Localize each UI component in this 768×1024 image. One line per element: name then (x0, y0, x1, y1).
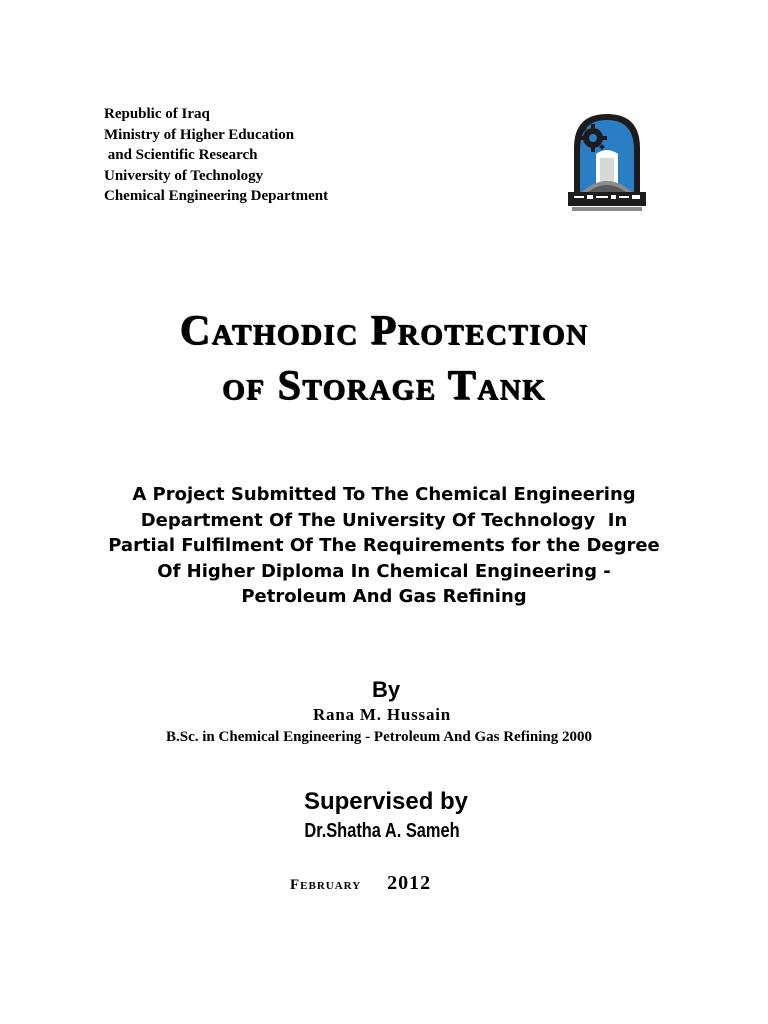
supervisor-name: Dr.Shatha A. Sameh (304, 820, 460, 842)
statement-line-4: Of Higher Diploma In Chemical Engineering - (157, 560, 611, 582)
author-degree: B.Sc. in Chemical Engineering - Petroleum And Gas Refining 2000 (166, 729, 592, 745)
title-line-1: Cathodic Protection (179, 308, 589, 354)
title-line-2: of Storage Tank (222, 363, 546, 409)
institution-header (104, 104, 434, 207)
author-name: Rana M. Hussain (312, 705, 452, 724)
by-label: By (371, 677, 401, 702)
university-logo (566, 108, 648, 212)
submission-date (290, 872, 490, 895)
header-department: Chemical Engineering Department (104, 188, 329, 204)
statement-line-3: Partial Fulfilment Of The Requirements for the Degree (108, 535, 660, 556)
document-title (0, 304, 768, 414)
statement-line-2: Department Of The University Of Technology In (140, 509, 628, 531)
university-seal-icon (566, 108, 648, 212)
statement-line-1: A Project Submitted To The Chemical Engineering (132, 484, 636, 505)
submission-statement (0, 482, 768, 610)
date-year: 2012 (387, 872, 432, 894)
supervised-by-label: Supervised by (303, 788, 469, 815)
header-university: University of Technology (104, 167, 264, 184)
header-ministry-continued: and Scientific Research (104, 147, 258, 163)
header-country: Republic of Iraq (104, 106, 210, 122)
date-month: February (290, 877, 362, 893)
header-ministry: Ministry of Higher Education (104, 126, 295, 143)
statement-line-5: Petroleum And Gas Refining (241, 586, 527, 607)
